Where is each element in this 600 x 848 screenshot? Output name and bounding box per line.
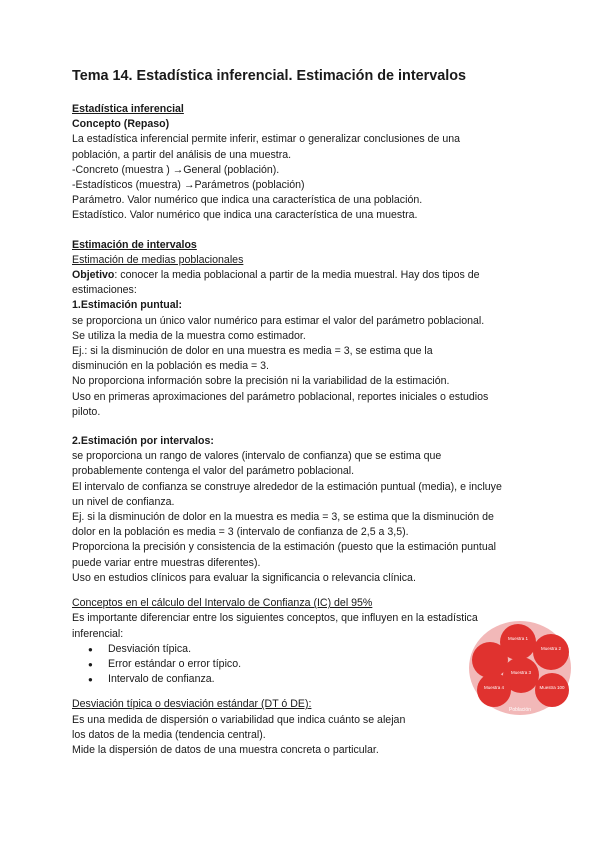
section-heading-dt: Desviación típica o desviación estándar (DT ó DE):	[72, 698, 312, 711]
s3-line-2: inferencial:	[72, 627, 124, 640]
subheading-concepto: Concepto (Repaso)	[72, 118, 170, 131]
p1-line-7: piloto.	[72, 405, 101, 418]
bullet-desviacion: ● Desviación típica.	[108, 642, 542, 657]
p2-line-6: dolor en la población es media = 3 (intervalo de confianza de 2,5 a 3,5).	[72, 526, 409, 539]
s1-line-5: Parámetro. Valor numérico que indica una característica de una población.	[72, 194, 423, 207]
objetivo-label: Objetivo	[72, 269, 115, 282]
p2-line-5: Ej. si la disminución de dolor en la muestra es media = 3, se estima que la disminución de	[72, 511, 494, 524]
intervalos-heading: 2.Estimación por intervalos:	[72, 435, 214, 448]
sample-circle-4	[477, 673, 511, 707]
bullet-error: ● Error estándar o error típico.	[108, 657, 542, 672]
p2-line-3: El intervalo de confianza se construye alrededor de la estimación puntual (media), e incluye	[72, 480, 502, 493]
s1-line-3: -Concreto (muestra ) →General (población).	[72, 163, 280, 176]
p1-line-4: disminución en la población es media = 3.	[72, 360, 269, 373]
objetivo-line-2: estimaciones:	[72, 284, 137, 297]
sample-label-1: Muestra 1	[507, 636, 529, 641]
section-heading-ic: Conceptos en el cálculo del Intervalo de Confianza (IC) del 95%	[72, 597, 373, 610]
s1-line-6: Estadístico. Valor numérico que indica una característica de una muestra.	[72, 209, 418, 222]
p1-line-6: Uso en primeras aproximaciones del parámetro poblacional, reportes iniciales o estudios	[72, 390, 489, 403]
s3-line-1: Es importante diferenciar entre los siguientes conceptos, que influyen en la estadística	[72, 612, 478, 625]
page-title: Tema 14. Estadística inferencial. Estimación de intervalos	[72, 68, 467, 84]
subheading-medias: Estimación de medias poblacionales	[72, 253, 244, 266]
p2-line-1: se proporciona un rango de valores (intervalo de confianza) que se estima que	[72, 450, 442, 463]
sample-label-2: Muestra 2	[540, 646, 562, 651]
p2-line-9: Uso en estudios clínicos para evaluar la significancia o relevancia clínica.	[72, 571, 416, 584]
sample-circle-2	[533, 634, 569, 670]
bullet-intervalo: ● Intervalo de confianza.	[108, 672, 542, 687]
s4-line-2: los datos de la media (tendencia central).	[72, 728, 266, 741]
p1-line-5: No proporciona información sobre la precisión ni la variabilidad de la estimación.	[72, 375, 450, 388]
s1-line-1: La estadística inferencial permite inferir, estimar o generalizar conclusiones de una	[72, 133, 461, 146]
objetivo-line	[72, 268, 542, 283]
sample-label-4: Muestra 4	[483, 685, 505, 690]
section-heading-intervalos: Estimación de intervalos	[72, 238, 197, 251]
p2-line-8: puede variar entre muestras diferentes).	[72, 556, 261, 569]
p2-line-4: un nivel de confianza.	[72, 495, 175, 508]
s1-line-4: -Estadísticos (muestra) →Parámetros (población)	[72, 179, 305, 192]
s4-line-3: Mide la dispersión de datos de una muestra concreta o particular.	[72, 743, 379, 756]
puntual-heading: 1.Estimación puntual:	[72, 299, 183, 312]
p2-line-2: probablemente contenga el valor del parámetro poblacional.	[72, 465, 355, 478]
population-samples-figure	[468, 620, 572, 716]
s1-line-2: población, a partir del análisis de una muestra.	[72, 148, 292, 161]
objetivo-text: : conocer la media poblacional a partir de la media muestral. Hay dos tipos de	[114, 269, 480, 282]
p1-line-3: Ej.: si la disminución de dolor en una muestra es media = 3, se estima que la	[72, 345, 433, 358]
p1-line-2: Se utiliza la media de la muestra como estimador.	[72, 329, 306, 342]
p1-line-1: se proporciona un único valor numérico para estimar el valor del parámetro poblacional.	[72, 314, 485, 327]
sample-circle-100	[535, 673, 569, 707]
sample-label-3: Muestra 3	[510, 670, 532, 675]
sample-circle-1	[500, 624, 536, 660]
population-label: Población	[509, 707, 531, 713]
p2-line-7: Proporciona la precisión y consistencia de la estimación (puesto que la estimación puntual	[72, 541, 496, 554]
s4-line-1: Es una medida de dispersión o variabilidad que indica cuánto se alejan	[72, 713, 406, 726]
section-heading-inferencial: Estadística inferencial	[72, 103, 184, 115]
sample-label-100: Muestra 100	[539, 685, 565, 690]
